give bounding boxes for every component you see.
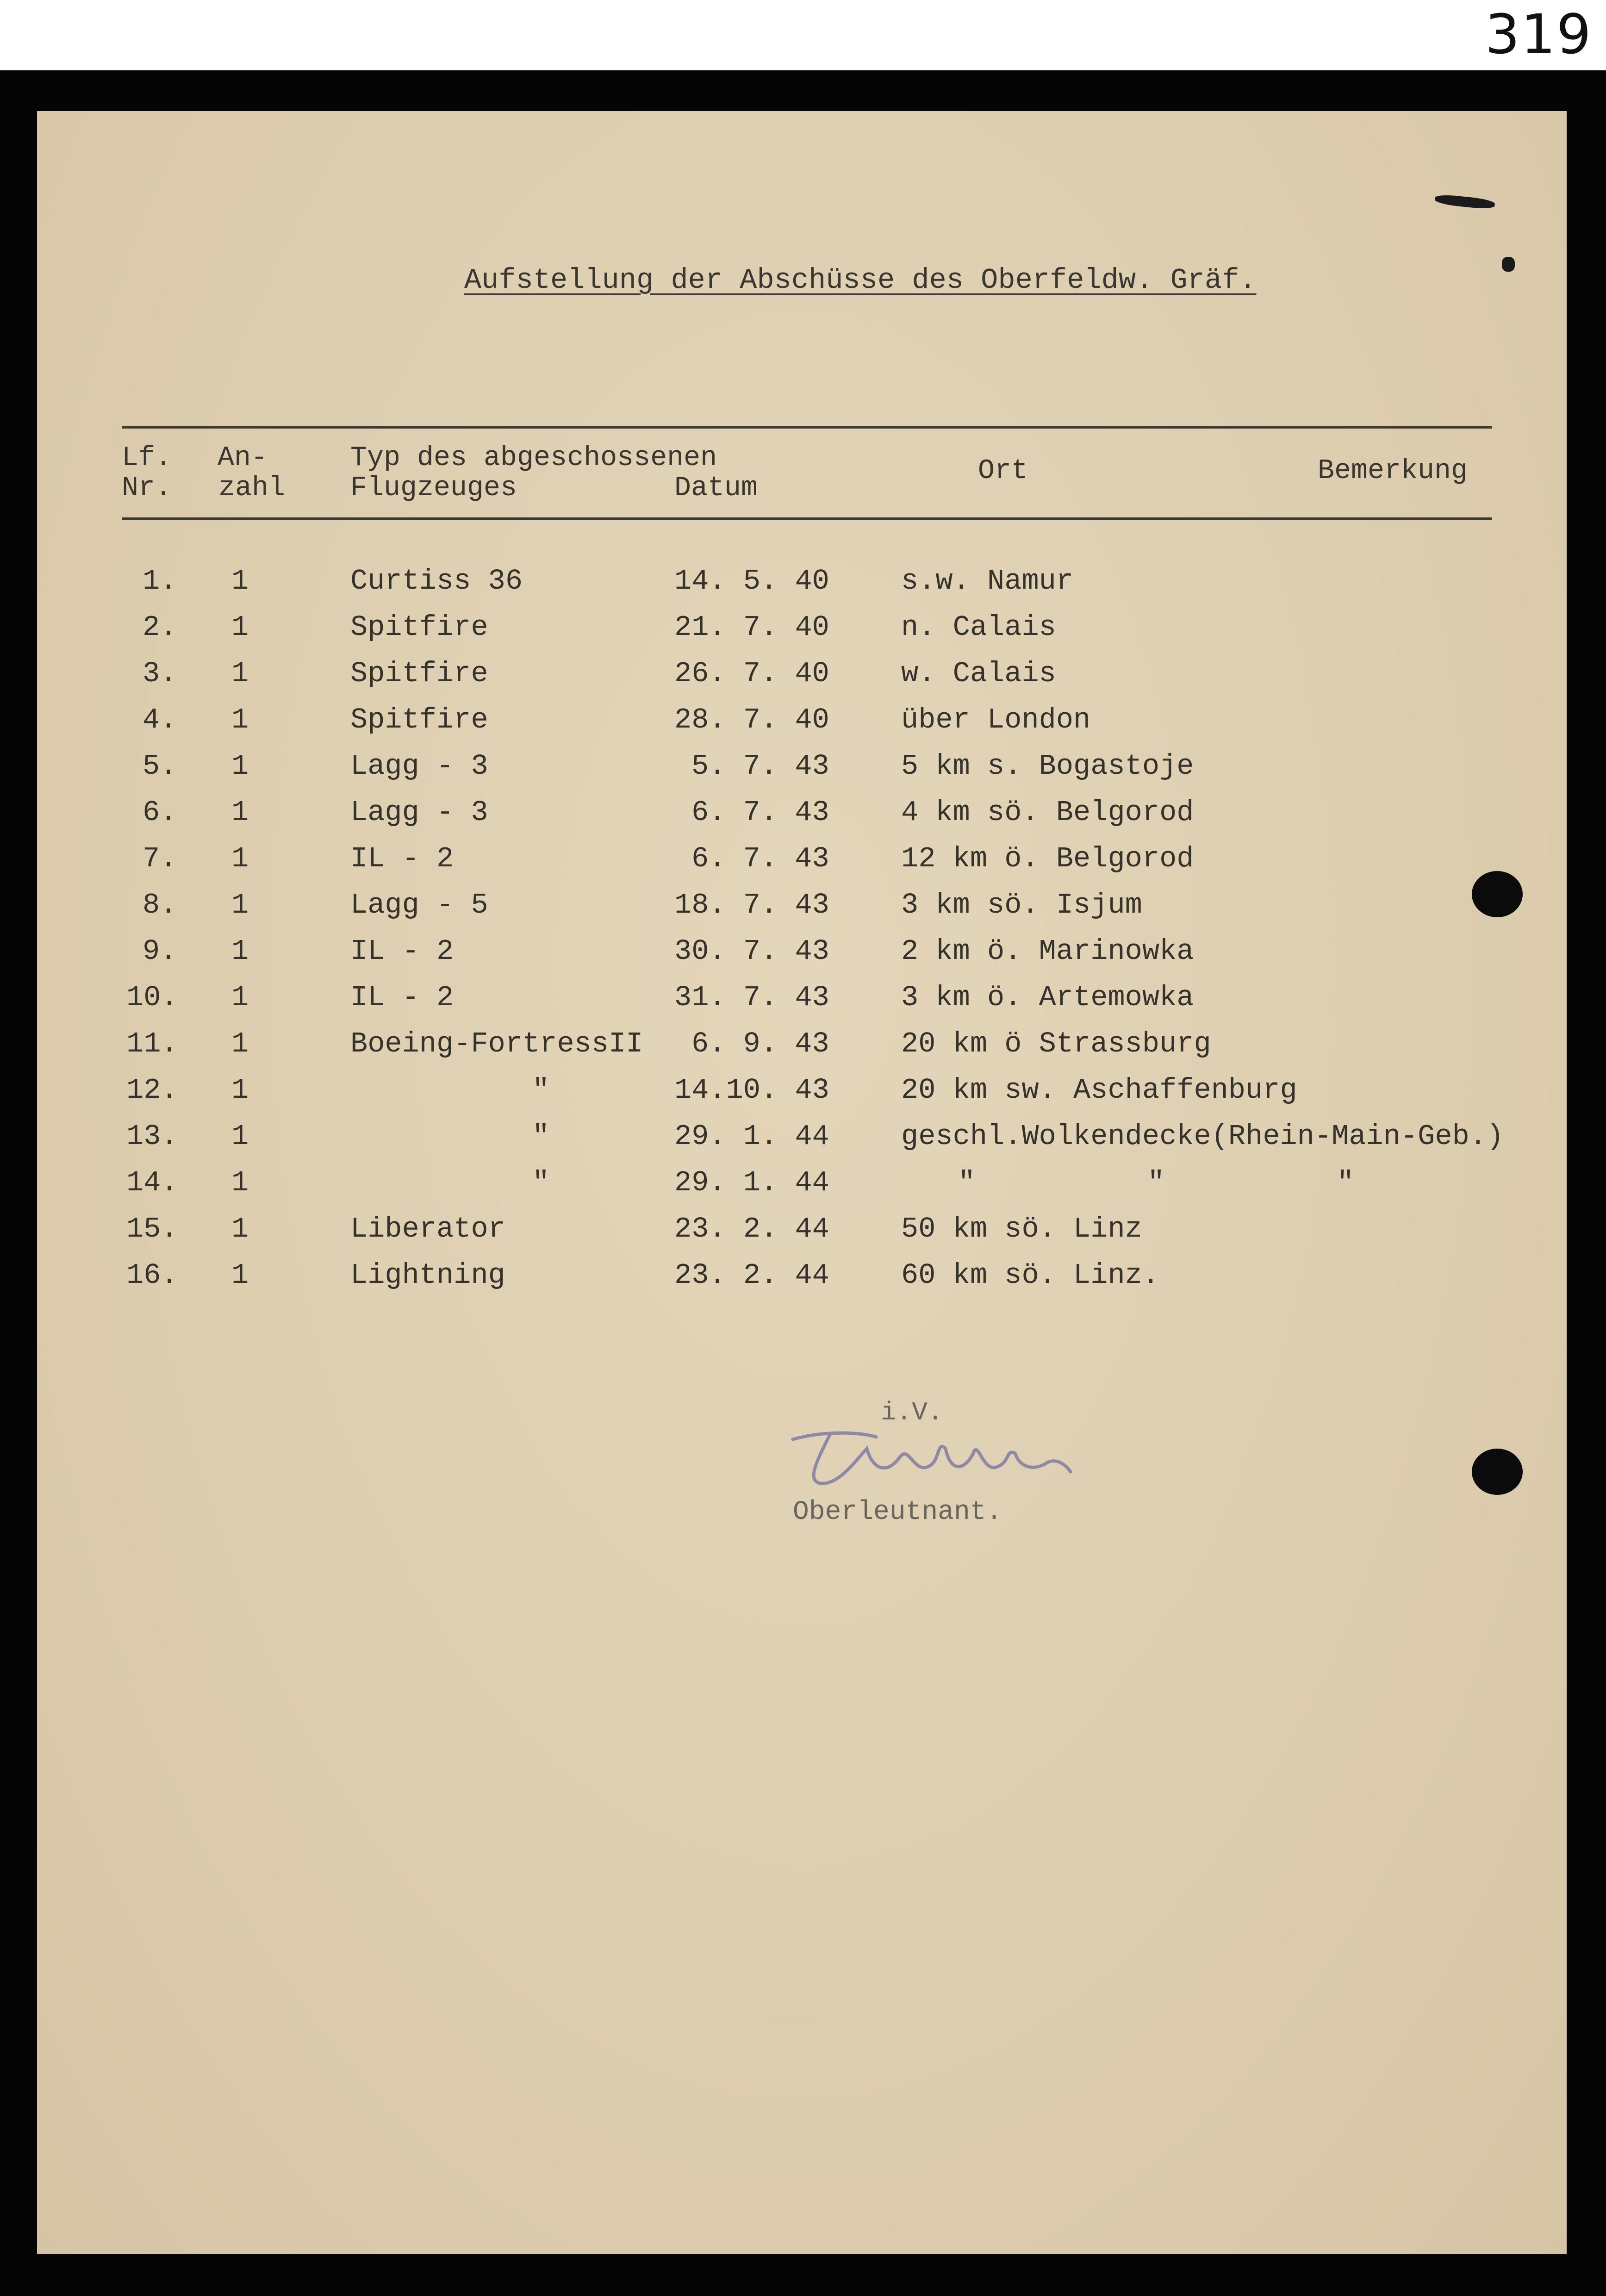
punch-hole-top [1472, 871, 1523, 917]
row-datum: 6. 7. 43 [691, 842, 829, 875]
document-title: Aufstellung der Abschüsse des Oberfeldw. Gräf. [464, 264, 1257, 297]
row-typ: Lagg - 5 [350, 889, 488, 921]
row-typ: " [532, 1166, 550, 1199]
row-datum: 5. 7. 43 [691, 750, 829, 783]
row-anzahl: 1 [231, 611, 249, 644]
row-anzahl: 1 [231, 565, 249, 597]
row-ort: 12 km ö. Belgorod [901, 842, 1194, 875]
document-page [37, 111, 1567, 2254]
row-anzahl: 1 [231, 657, 249, 690]
row-ort: 20 km sw. Aschaffenburg [901, 1074, 1297, 1107]
row-datum: 31. 7. 43 [674, 981, 829, 1014]
row-typ: Lagg - 3 [350, 796, 488, 829]
header-ort: Ort [978, 455, 1028, 487]
row-anzahl: 1 [231, 750, 249, 783]
row-anzahl: 1 [231, 935, 249, 968]
handwritten-signature [788, 1421, 1075, 1500]
row-typ: IL - 2 [350, 981, 454, 1014]
row-ort: über London [901, 703, 1091, 736]
row-datum: 28. 7. 40 [674, 703, 829, 736]
row-nr: 15. [126, 1213, 178, 1245]
row-datum: 30. 7. 43 [674, 935, 829, 968]
row-nr: 6. [143, 796, 177, 829]
row-nr: 5. [143, 750, 177, 783]
signature-iv: i.V. [881, 1398, 943, 1427]
row-typ: Boeing-FortressII [350, 1027, 643, 1060]
header-an: An- [218, 442, 268, 474]
row-datum: 21. 7. 40 [674, 611, 829, 644]
top-bar [0, 0, 1606, 70]
row-nr: 1. [143, 565, 177, 597]
row-ort: n. Calais [901, 611, 1056, 644]
row-typ: Lagg - 3 [350, 750, 488, 783]
row-typ: " [532, 1074, 550, 1107]
row-ort: 5 km s. Bogastoje [901, 750, 1194, 783]
row-nr: 13. [126, 1120, 178, 1153]
row-ort: w. Calais [901, 657, 1056, 690]
punch-hole-bottom [1472, 1449, 1523, 1495]
row-nr: 12. [126, 1074, 178, 1107]
row-nr: 10. [126, 981, 178, 1014]
row-datum: 18. 7. 43 [674, 889, 829, 921]
row-nr: 4. [143, 703, 177, 736]
row-nr: 7. [143, 842, 177, 875]
row-typ: Spitfire [350, 703, 488, 736]
row-ort: " " " [958, 1166, 1354, 1199]
row-ort: 4 km sö. Belgorod [901, 796, 1194, 829]
row-anzahl: 1 [231, 703, 249, 736]
header-lf: Lf. [122, 442, 172, 474]
row-typ: Spitfire [350, 611, 488, 644]
row-typ: Lightning [350, 1259, 505, 1292]
row-datum: 23. 2. 44 [674, 1213, 829, 1245]
row-ort: 50 km sö. Linz [901, 1213, 1142, 1245]
header-top-rule [122, 426, 1492, 429]
row-anzahl: 1 [231, 842, 249, 875]
row-ort: 20 km ö Strassburg [901, 1027, 1211, 1060]
row-anzahl: 1 [231, 981, 249, 1014]
ink-mark [1434, 193, 1495, 210]
page-number: 319 [1485, 2, 1592, 66]
header-flugzeuges: Flugzeuges [350, 473, 517, 504]
row-nr: 16. [126, 1259, 178, 1292]
row-ort: geschl.Wolkendecke(Rhein-Main-Geb.) [901, 1120, 1504, 1153]
header-nr: Nr. [122, 473, 172, 504]
row-nr: 11. [126, 1027, 178, 1060]
row-datum: 6. 9. 43 [691, 1027, 829, 1060]
header-datum: Datum [674, 473, 758, 504]
header-zahl: zahl [218, 473, 286, 504]
row-datum: 23. 2. 44 [674, 1259, 829, 1292]
row-datum: 6. 7. 43 [691, 796, 829, 829]
row-datum: 29. 1. 44 [674, 1120, 829, 1153]
row-anzahl: 1 [231, 1213, 249, 1245]
row-datum: 29. 1. 44 [674, 1166, 829, 1199]
row-typ: Liberator [350, 1213, 505, 1245]
row-anzahl: 1 [231, 889, 249, 921]
row-nr: 14. [126, 1166, 178, 1199]
row-nr: 2. [143, 611, 177, 644]
header-bottom-rule [122, 517, 1492, 520]
row-ort: 60 km sö. Linz. [901, 1259, 1160, 1292]
header-typ: Typ des abgeschossenen [350, 442, 717, 474]
row-anzahl: 1 [231, 1027, 249, 1060]
row-anzahl: 1 [231, 796, 249, 829]
row-datum: 14. 5. 40 [674, 565, 829, 597]
row-anzahl: 1 [231, 1074, 249, 1107]
row-typ: Spitfire [350, 657, 488, 690]
row-typ: Curtiss 36 [350, 565, 523, 597]
ink-mark [1502, 257, 1515, 272]
row-datum: 14.10. 43 [674, 1074, 829, 1107]
row-nr: 3. [143, 657, 177, 690]
row-anzahl: 1 [231, 1120, 249, 1153]
signature-rank: Oberleutnant. [793, 1497, 1002, 1527]
scan-background [0, 70, 1606, 2296]
row-typ: IL - 2 [350, 935, 454, 968]
row-anzahl: 1 [231, 1166, 249, 1199]
row-datum: 26. 7. 40 [674, 657, 829, 690]
row-ort: 3 km sö. Isjum [901, 889, 1142, 921]
row-nr: 9. [143, 935, 177, 968]
row-anzahl: 1 [231, 1259, 249, 1292]
header-bemerkung: Bemerkung [1318, 455, 1468, 487]
row-ort: 2 km ö. Marinowka [901, 935, 1194, 968]
row-typ: IL - 2 [350, 842, 454, 875]
row-nr: 8. [143, 889, 177, 921]
row-typ: " [532, 1120, 550, 1153]
row-ort: s.w. Namur [901, 565, 1074, 597]
row-ort: 3 km ö. Artemowka [901, 981, 1194, 1014]
